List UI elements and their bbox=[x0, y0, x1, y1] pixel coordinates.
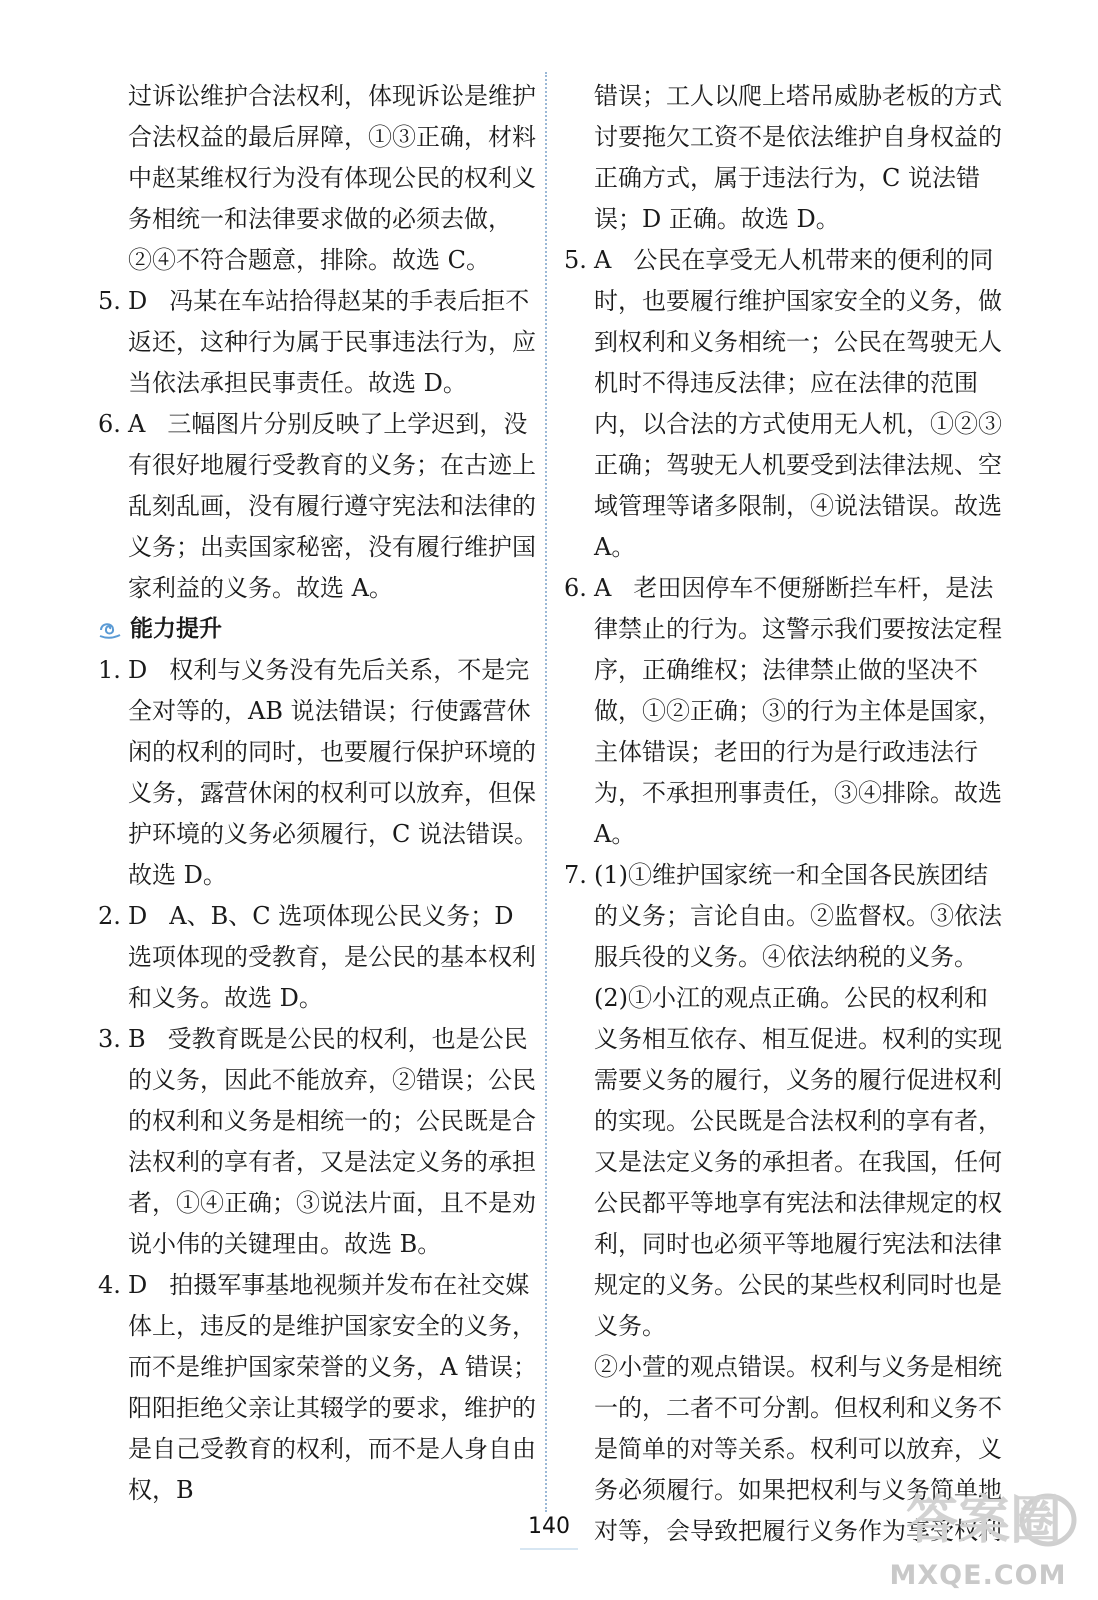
answer-item-6 bbox=[564, 568, 1004, 855]
answer-item-6 bbox=[98, 404, 538, 609]
answer-explanation: 老田因停车不便掰断拦车杆，是法律禁止的行为。这警示我们要按法定程序，正确维权；法律禁止做的坚决不做，①②正确；③的行为主体是国家，主体错误；老田的行为是行政违法行为，不承担刑事责任，③④排除。故选 A。 bbox=[594, 574, 1002, 848]
item-number: 5. bbox=[564, 246, 587, 274]
answer-paragraph: ②小萱的观点错误。权利与义务是相统一的，二者不可分割。但权利和义务不是简单的对等关系。权利可以放弃，义务必须履行。如果把权利与义务简单地对等，会导致把履行义务作为享受权利 bbox=[594, 1353, 1002, 1545]
section-swirl-icon bbox=[98, 620, 122, 640]
answer-explanation: 受教育既是公民的权利，也是公民的义务，因此不能放弃，②错误；公民的权利和义务是相统一的；公民既是合法权利的享有者，又是法定义务的承担者，①④正确；③说法片面，且不是劝说小伟的关键理由。故选 B。 bbox=[128, 1025, 536, 1258]
answer-item-2 bbox=[98, 896, 538, 1019]
answer-letter: D bbox=[128, 656, 148, 684]
answer-explanation: A、B、C 选项体现公民义务；D 选项体现的受教育，是公民的基本权利和义务。故选 D。 bbox=[128, 902, 536, 1012]
answer-item-7 bbox=[564, 855, 1004, 978]
page-number: 140 bbox=[528, 1514, 570, 1539]
section-title: 能力提升 bbox=[130, 616, 222, 642]
item-number: 3. bbox=[98, 1025, 121, 1053]
answer-explanation: 公民在享受无人机带来的便利的同时，也要履行维护国家安全的义务，做到权利和义务相统一；公民在驾驶无人机时不得违反法律；应在法律的范围内，以合法的方式使用无人机，①②③正确；驾驶无人机要受到法律法规、空域管理等诸多限制，④说法错误。故选 A。 bbox=[594, 246, 1002, 561]
item-number: 4. bbox=[98, 1271, 121, 1299]
column-divider bbox=[545, 72, 547, 1512]
item-number: 7. bbox=[564, 861, 587, 889]
answer-item-3 bbox=[98, 1019, 538, 1265]
section-heading bbox=[98, 609, 538, 650]
answer-letter: D bbox=[128, 1271, 148, 1299]
page-number-underline bbox=[520, 1548, 578, 1550]
answer-item-5 bbox=[98, 281, 538, 404]
answer-letter: A bbox=[594, 246, 612, 274]
answer-explanation: 冯某在车站拾得赵某的手表后拒不返还，这种行为属于民事违法行为，应当依法承担民事责任。故选 D。 bbox=[128, 287, 536, 397]
answer-explanation: 权利与义务没有先后关系，不是完全对等的，AB 说法错误；行使露营休闲的权利的同时，也要履行保护环境的义务，露营休闲的权利可以放弃，但保护环境的义务必须履行，C 说法错误。故选 D。 bbox=[128, 656, 538, 889]
item-number: 1. bbox=[98, 656, 121, 684]
answer-letter: D bbox=[128, 902, 148, 930]
item-number: 5. bbox=[98, 287, 121, 315]
answer-item-5 bbox=[564, 240, 1004, 568]
answer-letter: B bbox=[128, 1025, 146, 1053]
answer-item-1 bbox=[98, 650, 538, 896]
right-column bbox=[564, 76, 1004, 1552]
answer-letter: A bbox=[128, 410, 146, 438]
watermark-logo-text: 答案圈 bbox=[906, 1491, 1063, 1551]
item-number: 6. bbox=[564, 574, 587, 602]
answer-paragraph: (2)①小江的观点正确。公民的权利和义务相互依存、相互促进。权利的实现需要义务的履行，义务的履行促进权利的实现。公民既是合法权利的享有者，又是法定义务的承担者。在我国，任何公民都平等地享有宪法和法律规定的权利，同时也必须平等地履行宪法和法律规定的义务。公民的某些权利同时也是义务。 bbox=[594, 984, 1002, 1340]
item-number: 6. bbox=[98, 410, 121, 438]
answer-letter: D bbox=[128, 287, 148, 315]
item-number: 2. bbox=[98, 902, 121, 930]
answer-explanation: (1)①维护国家统一和全国各民族团结的义务；言论自由。②监督权。③依法服兵役的义务。④依法纳税的义务。 bbox=[594, 861, 1002, 971]
answer-explanation: 拍摄军事基地视频并发布在社交媒体上，违反的是维护国家安全的义务，而不是维护国家荣誉的义务，A 错误；阳阳拒绝父亲让其辍学的要求，维护的是自己受教育的权利，而不是人身自由权，B bbox=[128, 1271, 537, 1504]
answer-item-4 bbox=[98, 1265, 538, 1511]
answer-letter: A bbox=[594, 574, 612, 602]
answer-explanation: 三幅图片分别反映了上学迟到，没有很好地履行受教育的义务；在古迹上乱刻乱画，没有履行遵守宪法和法律的义务；出卖国家秘密，没有履行维护国家利益的义务。故选 A。 bbox=[128, 410, 536, 602]
answer-continuation: 过诉讼维护合法权利，体现诉讼是维护合法权益的最后屏障，①③正确，材料中赵某维权行为没有体现公民的权利义务相统一和法律要求做的必须去做，②④不符合题意，排除。故选 C。 bbox=[128, 82, 536, 274]
watermark-logo bbox=[900, 1480, 1080, 1558]
answer-continuation: 错误；工人以爬上塔吊威胁老板的方式讨要拖欠工资不是依法维护自身权益的正确方式，属于违法行为，C 说法错误；D 正确。故选 D。 bbox=[594, 82, 1002, 233]
left-column bbox=[98, 76, 538, 1511]
watermark-url: MXQE.COM bbox=[889, 1560, 1067, 1591]
